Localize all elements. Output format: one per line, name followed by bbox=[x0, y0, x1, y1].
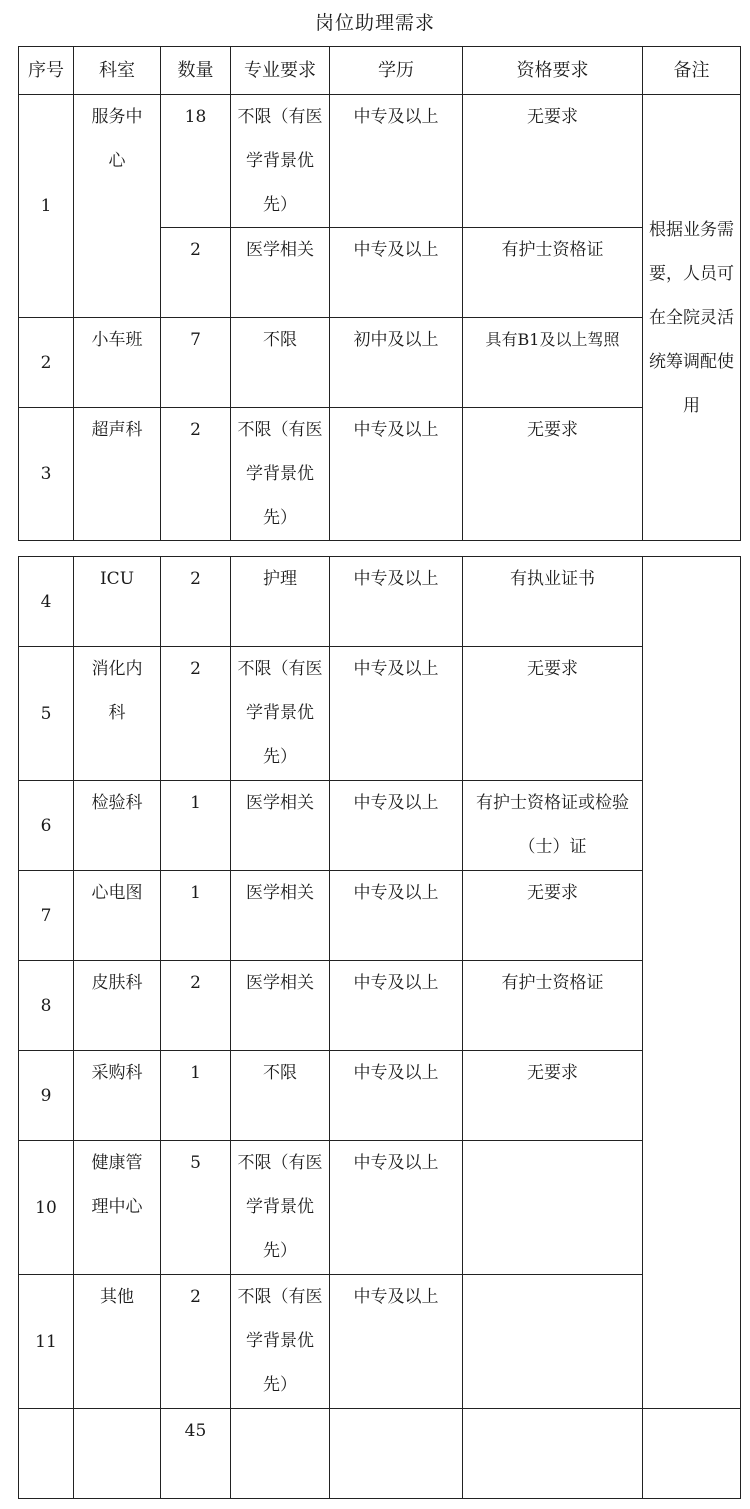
table-row bbox=[19, 1141, 741, 1275]
table-part-1 bbox=[18, 46, 741, 541]
cell-edu: 中专及以上 bbox=[330, 95, 463, 228]
cell-dept: 服务中心 bbox=[74, 95, 161, 318]
table-row bbox=[19, 1051, 741, 1141]
cell-dept: 其他 bbox=[74, 1275, 161, 1409]
cell-total-dept bbox=[74, 1409, 161, 1499]
cell-qual: 无要求 bbox=[463, 95, 643, 228]
cell-no: 3 bbox=[19, 408, 74, 541]
cell-major: 医学相关 bbox=[231, 781, 330, 871]
table-row bbox=[19, 871, 741, 961]
table-row bbox=[19, 781, 741, 871]
cell-qual: 具有B1及以上驾照 bbox=[463, 318, 643, 408]
cell-qual: 无要求 bbox=[463, 1051, 643, 1141]
header-remark: 备注 bbox=[643, 47, 741, 95]
cell-remark: 根据业务需要，人员可在全院灵活统筹调配使用 bbox=[643, 95, 741, 541]
cell-no: 11 bbox=[19, 1275, 74, 1409]
cell-dept: 皮肤科 bbox=[74, 961, 161, 1051]
cell-major: 不限（有医学背景优先） bbox=[231, 647, 330, 781]
cell-no: 9 bbox=[19, 1051, 74, 1141]
cell-no: 7 bbox=[19, 871, 74, 961]
table-row bbox=[19, 961, 741, 1051]
cell-dept: 心电图 bbox=[74, 871, 161, 961]
cell-edu: 中专及以上 bbox=[330, 1275, 463, 1409]
cell-total-count: 45 bbox=[161, 1409, 231, 1499]
cell-no: 6 bbox=[19, 781, 74, 871]
document-title: 岗位助理需求 bbox=[314, 12, 435, 34]
cell-total-qual bbox=[463, 1409, 643, 1499]
cell-qual bbox=[463, 1275, 643, 1409]
cell-edu: 中专及以上 bbox=[330, 228, 463, 318]
cell-no: 5 bbox=[19, 647, 74, 781]
cell-count: 7 bbox=[161, 318, 231, 408]
cell-edu: 中专及以上 bbox=[330, 871, 463, 961]
header-qual: 资格要求 bbox=[463, 47, 643, 95]
cell-edu: 中专及以上 bbox=[330, 781, 463, 871]
cell-major: 不限（有医学背景优先） bbox=[231, 408, 330, 541]
cell-no: 4 bbox=[19, 557, 74, 647]
cell-edu: 中专及以上 bbox=[330, 408, 463, 541]
cell-count: 1 bbox=[161, 781, 231, 871]
cell-total-remark bbox=[643, 1409, 741, 1499]
cell-major: 护理 bbox=[231, 557, 330, 647]
cell-edu: 中专及以上 bbox=[330, 1051, 463, 1141]
table-row bbox=[19, 95, 741, 228]
cell-major: 不限（有医学背景优先） bbox=[231, 95, 330, 228]
cell-total-no bbox=[19, 1409, 74, 1499]
table-row bbox=[19, 1275, 741, 1409]
cell-dept: ICU bbox=[74, 557, 161, 647]
cell-qual: 有护士资格证 bbox=[463, 961, 643, 1051]
cell-remark-empty bbox=[643, 557, 741, 1409]
cell-major: 医学相关 bbox=[231, 961, 330, 1051]
cell-major: 不限 bbox=[231, 1051, 330, 1141]
cell-major: 医学相关 bbox=[231, 871, 330, 961]
cell-dept: 健康管理中心 bbox=[74, 1141, 161, 1275]
cell-edu: 中专及以上 bbox=[330, 557, 463, 647]
cell-no: 8 bbox=[19, 961, 74, 1051]
cell-no: 10 bbox=[19, 1141, 74, 1275]
cell-no: 2 bbox=[19, 318, 74, 408]
cell-dept: 消化内科 bbox=[74, 647, 161, 781]
table-row bbox=[19, 557, 741, 647]
cell-count: 2 bbox=[161, 228, 231, 318]
cell-qual: 无要求 bbox=[463, 871, 643, 961]
cell-count: 1 bbox=[161, 1051, 231, 1141]
cell-qual bbox=[463, 1141, 643, 1275]
table-row bbox=[19, 647, 741, 781]
cell-total-major bbox=[231, 1409, 330, 1499]
header-row bbox=[19, 47, 741, 95]
cell-dept: 采购科 bbox=[74, 1051, 161, 1141]
cell-count: 18 bbox=[161, 95, 231, 228]
cell-count: 2 bbox=[161, 557, 231, 647]
cell-major: 不限（有医学背景优先） bbox=[231, 1141, 330, 1275]
table-row bbox=[19, 318, 741, 408]
cell-edu: 中专及以上 bbox=[330, 1141, 463, 1275]
total-row bbox=[19, 1409, 741, 1499]
cell-edu: 初中及以上 bbox=[330, 318, 463, 408]
cell-qual: 有护士资格证或检验（士）证 bbox=[463, 781, 643, 871]
cell-qual: 有执业证书 bbox=[463, 557, 643, 647]
cell-dept: 超声科 bbox=[74, 408, 161, 541]
cell-count: 1 bbox=[161, 871, 231, 961]
cell-edu: 中专及以上 bbox=[330, 961, 463, 1051]
cell-qual: 无要求 bbox=[463, 408, 643, 541]
header-count: 数量 bbox=[161, 47, 231, 95]
cell-dept: 小车班 bbox=[74, 318, 161, 408]
cell-no: 1 bbox=[19, 95, 74, 318]
cell-edu: 中专及以上 bbox=[330, 647, 463, 781]
cell-count: 2 bbox=[161, 408, 231, 541]
table-row bbox=[19, 408, 741, 541]
cell-major: 不限（有医学背景优先） bbox=[231, 1275, 330, 1409]
header-major: 专业要求 bbox=[231, 47, 330, 95]
cell-count: 2 bbox=[161, 647, 231, 781]
table-part-2 bbox=[18, 556, 741, 1499]
cell-qual: 有护士资格证 bbox=[463, 228, 643, 318]
header-dept: 科室 bbox=[74, 47, 161, 95]
cell-major: 不限 bbox=[231, 318, 330, 408]
cell-count: 2 bbox=[161, 961, 231, 1051]
cell-count: 5 bbox=[161, 1141, 231, 1275]
cell-total-edu bbox=[330, 1409, 463, 1499]
header-no: 序号 bbox=[19, 47, 74, 95]
cell-count: 2 bbox=[161, 1275, 231, 1409]
header-edu: 学历 bbox=[330, 47, 463, 95]
cell-major: 医学相关 bbox=[231, 228, 330, 318]
cell-qual: 无要求 bbox=[463, 647, 643, 781]
cell-dept: 检验科 bbox=[74, 781, 161, 871]
